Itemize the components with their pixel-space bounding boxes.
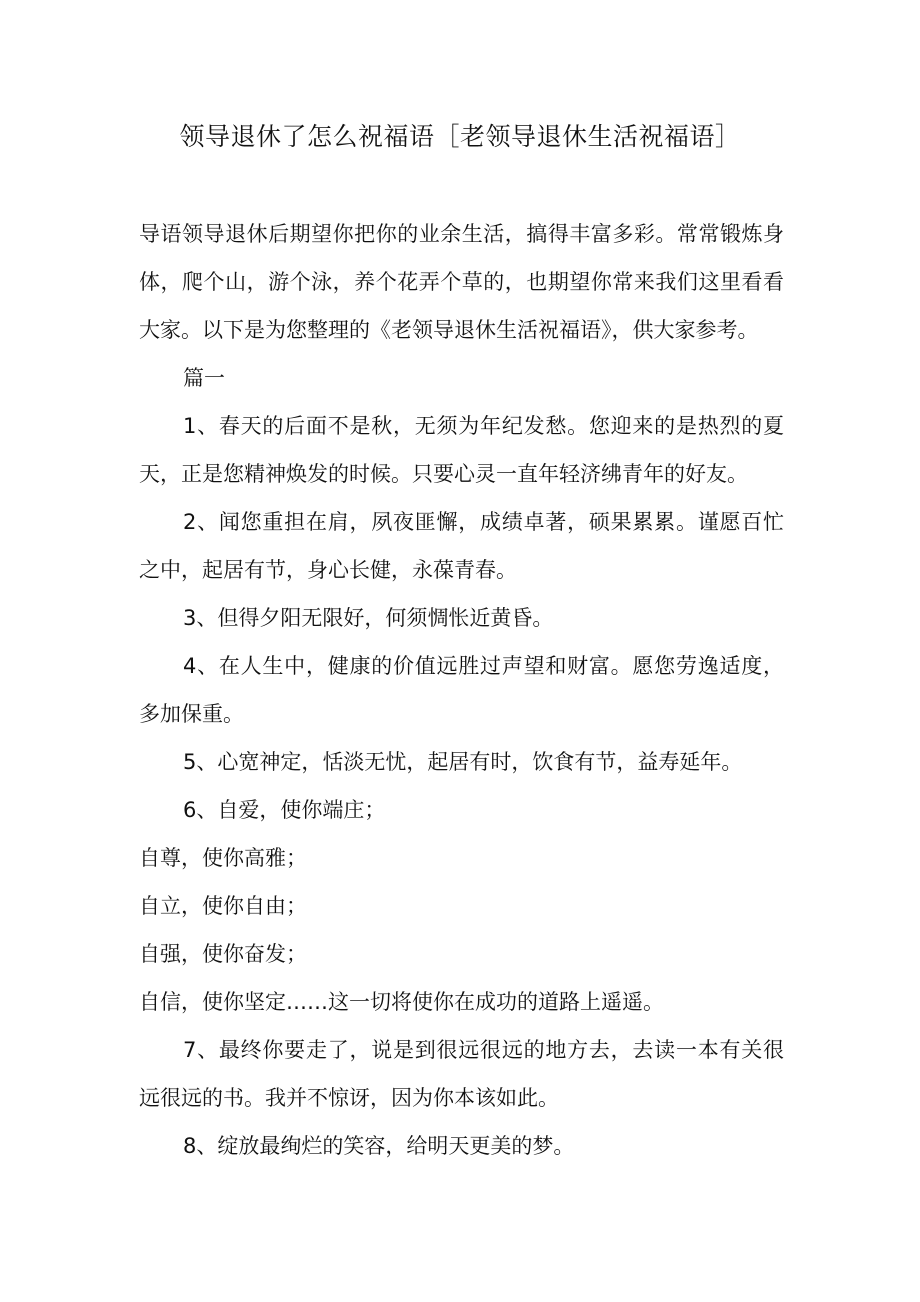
blessing-item-7: 7、最终你要走了，说是到很远很远的地方去，去读一本有关很远很远的书。我并不惊讶，因为你本该如此。 [139, 1038, 784, 1110]
document-title: 领导退休了怎么祝福语［老领导退休生活祝福语］ [179, 122, 741, 151]
continuation-line-3: 自强，使你奋发； [139, 942, 307, 966]
document-body [139, 210, 784, 1170]
intro-paragraph: 导语领导退休后期望你把你的业余生活，搞得丰富多彩。常常锻炼身体，爬个山，游个泳，养个花弄个草的，也期望你常来我们这里看看大家。以下是为您整理的《老领导退休生活祝福语》，供大家参考。 [139, 222, 784, 342]
section-heading: 篇一 [183, 366, 225, 390]
continuation-line-2: 自立，使你自由； [139, 894, 307, 918]
blessing-item-4: 4、在人生中，健康的价值远胜过声望和财富。愿您劳逸适度，多加保重。 [139, 654, 784, 726]
continuation-line-4: 自信，使你坚定……这一切将使你在成功的道路上遥遥。 [139, 990, 664, 1014]
blessing-item-6: 6、自爱，使你端庄； [183, 798, 386, 822]
continuation-line-1: 自尊，使你高雅； [139, 846, 307, 870]
blessing-item-5: 5、心宽神定，恬淡无忧，起居有时，饮食有节，益寿延年。 [183, 750, 743, 774]
blessing-item-8: 8、绽放最绚烂的笑容，给明天更美的梦。 [183, 1134, 575, 1158]
blessing-item-1: 1、春天的后面不是秋，无须为年纪发愁。您迎来的是热烈的夏天，正是您精神焕发的时候。只要心灵一直年轻济绋青年的好友。 [139, 414, 784, 486]
blessing-item-2: 2、闻您重担在肩，夙夜匪懈，成绩卓著，硕果累累。谨愿百忙之中，起居有节，身心长健，永葆青春。 [139, 510, 784, 582]
blessing-item-3: 3、但得夕阳无限好，何须惆怅近黄昏。 [183, 606, 554, 630]
